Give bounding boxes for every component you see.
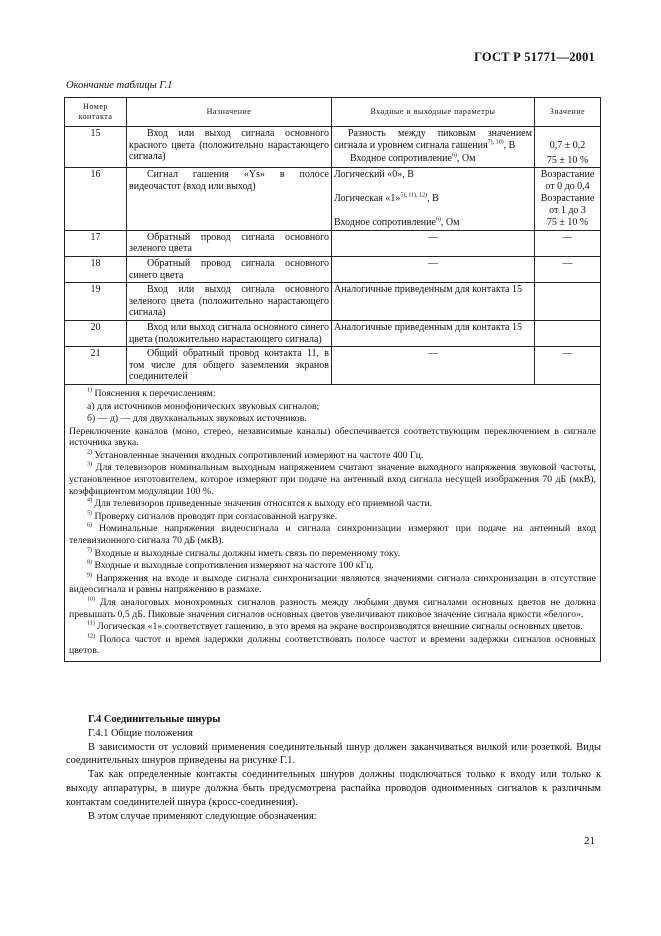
- contact-number: 18: [65, 256, 127, 282]
- subsection-heading: Г.4.1 Общие положения: [88, 727, 193, 739]
- section-connecting-cords: [66, 713, 601, 823]
- contact-number: 16: [65, 168, 127, 231]
- note: б) — д) — для двухканальных звуковых источников.: [87, 413, 307, 425]
- table-row: [65, 230, 601, 256]
- contact-number: 19: [65, 283, 127, 321]
- note: $^{9)}$ Напряжения на входе и выходе сигнала синхронизации являются значениями сигнала синхронизации в отсутствие видеосигнала и равны напряжению в размахе.: [69, 572, 597, 596]
- contact-value: [535, 283, 601, 321]
- contact-value: —: [535, 347, 601, 385]
- contact-params: [332, 127, 535, 168]
- contact-purpose: Вход или выход сигнала основного зеленого цвета (положительно нарастающего сигнала): [127, 283, 332, 321]
- contact-value: —: [535, 230, 601, 256]
- note: $^{2)}$ Установленные значения входных сопротивлений измеряют на частоте 400 Гц.: [87, 449, 424, 461]
- contact-params: Аналогичные приведенным для контакта 15: [332, 283, 535, 321]
- contact-purpose: Сигнал гашения «Ys» в полосе видеочастот (вход или выход): [127, 168, 332, 231]
- body-paragraph: В этом случае применяют следующие обозначения:: [88, 810, 317, 822]
- standard-header: ГОСТ Р 51771—2001: [474, 50, 595, 64]
- contact-value: Возрастание от 0 до 0,4 Возрастание от 1 до 3 75 ± 10 %: [535, 168, 601, 231]
- contact-value: —: [535, 256, 601, 282]
- note: $^{6)}$ Номинальные напряжения видеосигнала и сигнала синхронизации измеряют при подаче на антенный вход телевизионного сигнала 70 дБ (мкВ).: [69, 523, 596, 547]
- note: а) для источников монофонических звуковых сигналов;: [87, 400, 320, 412]
- table-row: [65, 127, 601, 168]
- contact-purpose: Вход или выход сигнала основного синего цвета (положительно нарастающего сигнала): [127, 320, 332, 346]
- param-text: Входное сопротивление$^{6)}$, Ом: [350, 152, 476, 165]
- header-value: Значение: [535, 98, 601, 127]
- contact-params: [332, 168, 535, 231]
- contact-number: 17: [65, 230, 127, 256]
- table-row: [65, 347, 601, 385]
- contact-number: 21: [65, 347, 127, 385]
- note: $^{12)}$ Полоса частот и время задержки должны соответствовать полосе частот и времени задержки сигналов основных цветов.: [69, 633, 597, 657]
- contact-value: [535, 320, 601, 346]
- contact-params: —: [332, 256, 535, 282]
- note: $^{4)}$ Для телевизоров приведенные значения относятся к выходу его приемной части.: [87, 497, 433, 510]
- header-purpose: Назначение: [127, 98, 332, 127]
- contact-purpose: Общий обратный провод контакта 11, в том числе для общего заземления экранов соединителей: [127, 347, 332, 385]
- note: $^{8)}$ Входные и выходные сопротивления измеряют на частоте 100 кГц.: [87, 559, 374, 572]
- contact-params: Аналогичные приведенным для контакта 15: [332, 320, 535, 346]
- table-caption: Окончание таблицы Г.1: [66, 80, 173, 91]
- header-number: Номер контакта: [65, 98, 127, 127]
- param-text: Логическая «1»$^{5), 11), 12)}$, В: [334, 192, 439, 205]
- contact-number: 20: [65, 320, 127, 346]
- page-number: 21: [584, 835, 595, 847]
- note: $^{5)}$ Проверку сигналов проводят при согласованной нагрузке.: [87, 510, 338, 522]
- body-paragraph: В зависимости от условий применения соединительный шнур должен заканчиваться вилкой или розеткой. Виды соединительных шнуров приведены на рисунке Г.1.: [66, 741, 601, 767]
- note: $^{11)}$ Логическая «1» соответствует гашению, в это время на экране воспроизводятся внешние сигналы основных цветов.: [87, 620, 583, 633]
- note: Переключение каналов (моно, стерео, независимые каналы) обеспечивается соответствующим переключением в сигнале источника звука.: [69, 425, 596, 449]
- contact-params: —: [332, 347, 535, 385]
- contact-params: —: [332, 230, 535, 256]
- table-header-row: [65, 98, 601, 127]
- table-row: [65, 320, 601, 346]
- table-row: [65, 168, 601, 231]
- param-text: Входное сопротивление$^{6)}$, Ом: [334, 216, 460, 229]
- note: $^{3)}$ Для телевизоров номинальным выходным напряжением считают значение выходного напряжения звуковой частоты, установленное изготовителем, которое измеряют при подаче на антенный вход сигнала несущей изображения 70 дБ (мкВ), коэффициентом модуляции 100 %.: [69, 462, 596, 497]
- section-heading: Г.4 Соединительные шнуры: [88, 714, 221, 725]
- note: $^{1)}$ Пояснения к перечислениям:: [87, 387, 216, 399]
- contact-number: 15: [65, 127, 127, 168]
- contact-value: 0,7 ± 0,2 75 ± 10 %: [535, 127, 601, 168]
- contact-purpose: Вход или выход сигнала основного красного цвета (положительно нарастающего сигнала): [127, 127, 332, 168]
- contact-purpose: Обратный провод сигнала основного зеленого цвета: [127, 230, 332, 256]
- note: $^{10)}$ Для аналоговых монохромных сигналов разность между любыми двумя сигналами основных цветов не должна превышать 0,5 дБ. Пиковые значения сигналов основных цветов увеличивают пиковое значение сигнала яркости «белого».: [69, 596, 596, 620]
- param-text: Логический «0», В: [334, 169, 414, 181]
- body-paragraph: Так как определенные контакты соединительных шнуров должны подключаться только к входу или только к выходу аппаратуры, в шнуре должна быть предусмотрена распайка проводов одноименных сигналов к различным контактам соединителей шнура (кросс-соединения).: [66, 769, 601, 808]
- contacts-table: [64, 97, 601, 662]
- table-notes: [65, 384, 601, 661]
- note: $^{7)}$ Входные и выходные сигналы должны иметь связь по переменному току.: [87, 547, 401, 559]
- table-row: [65, 283, 601, 321]
- param-text: Разность между пиковым значением сигнала и уровнем сигнала гашения$^{7), 10)}$, В: [334, 128, 532, 151]
- notes-row: [65, 384, 601, 661]
- table-row: [65, 256, 601, 282]
- header-params: Входные и выходные параметры: [332, 98, 535, 127]
- contact-purpose: Обратный провод сигнала основного синего цвета: [127, 256, 332, 282]
